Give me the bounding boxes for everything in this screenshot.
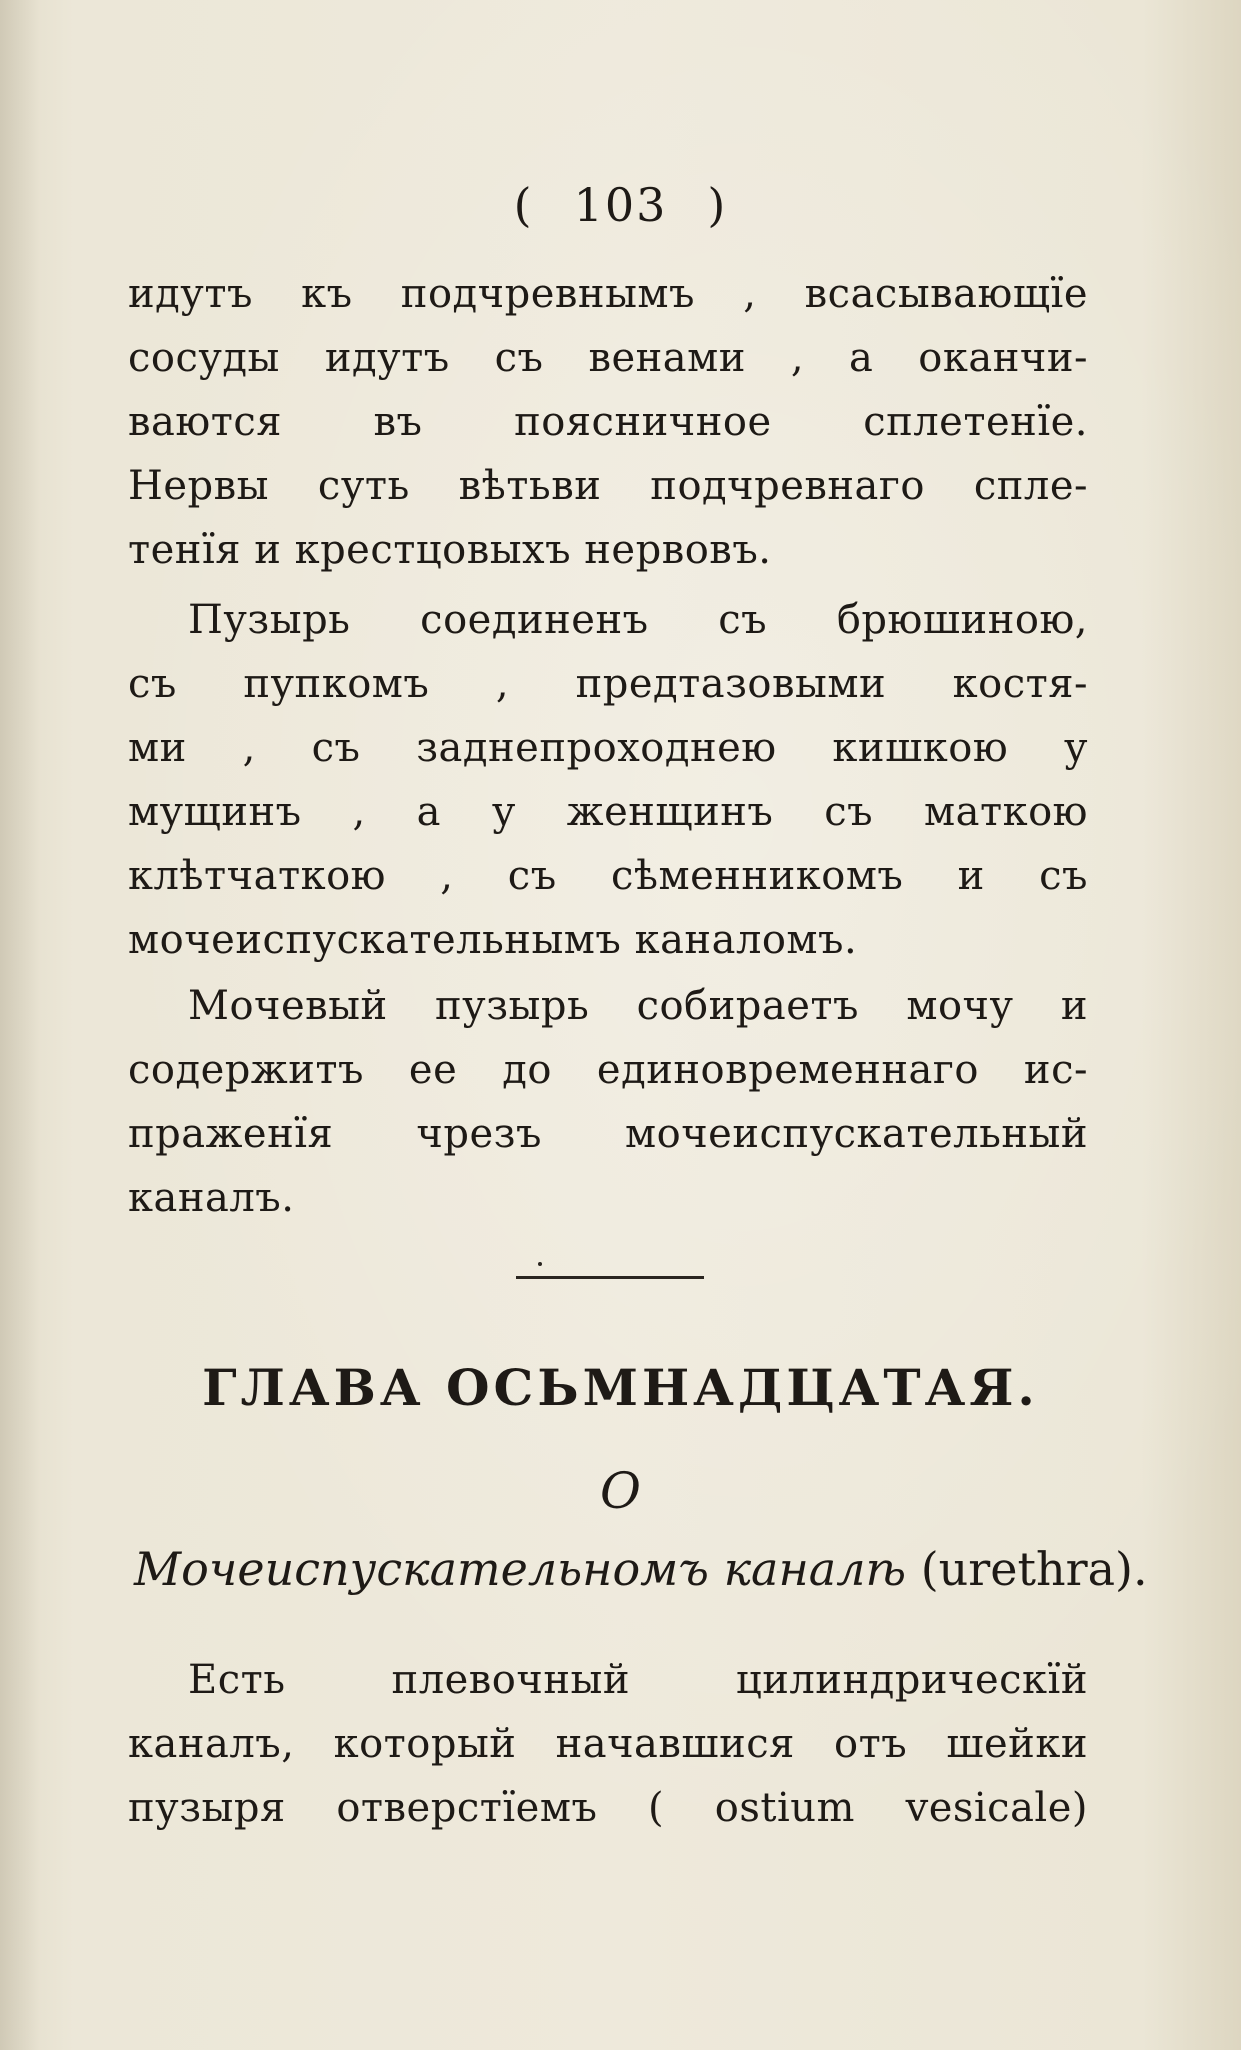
text-line: ваются въ поясничное сплетенїе. <box>128 399 1088 445</box>
page-number-value: 103 <box>573 178 668 232</box>
folio-close-paren: ) <box>707 178 728 232</box>
text-line: каналъ. <box>128 1175 295 1221</box>
text-line: Мочевый пузырь собираетъ мочу и <box>188 983 1088 1029</box>
text-line: идутъ къ подчревнымъ , всасывающїе <box>128 271 1088 317</box>
text-line: мочеиспускательнымъ каналомъ. <box>128 917 858 963</box>
chapter-subtitle <box>134 1542 1148 1596</box>
chapter-about: О <box>600 1462 641 1520</box>
folio-open-paren: ( <box>513 178 534 232</box>
page-number <box>0 178 1241 232</box>
subtitle-latin: (urethra). <box>920 1542 1148 1596</box>
section-divider <box>516 1276 704 1279</box>
text-line: мущинъ , а у женщинъ съ маткою <box>128 789 1088 835</box>
text-line: пузыря отверстїемъ ( ostium vesicale) <box>128 1785 1088 1831</box>
subtitle-text: Мочеиспускательномъ каналѣ <box>134 1542 907 1596</box>
page-gutter-shadow <box>0 0 40 2050</box>
text-line: Пузырь соединенъ съ брюшиною, <box>188 597 1088 643</box>
text-line: клѣтчаткою , съ сѣменникомъ и съ <box>128 853 1088 899</box>
text-line: ми , съ заднепроходнею кишкою у <box>128 725 1088 771</box>
text-line: съ пупкомъ , предтазовыми костя- <box>128 661 1088 707</box>
section-rule-dot <box>538 1262 542 1266</box>
chapter-heading: ГЛАВА ОСЬМНАДЦАТАЯ. <box>202 1358 1039 1417</box>
text-line: праженїя чрезъ мочеиспускательный <box>128 1111 1088 1157</box>
text-line: сосуды идутъ съ венами , а оканчи- <box>128 335 1088 381</box>
text-line: содержитъ ее до единовременнаго ис- <box>128 1047 1088 1093</box>
text-line: Есть плевочный цилиндрическїй <box>188 1657 1088 1703</box>
text-line: каналъ, который начавшися отъ шейки <box>128 1721 1088 1767</box>
text-line: Нервы суть вѣтьви подчревнаго спле- <box>128 463 1088 509</box>
text-line: тенїя и крестцовыхъ нервовъ. <box>128 527 772 573</box>
